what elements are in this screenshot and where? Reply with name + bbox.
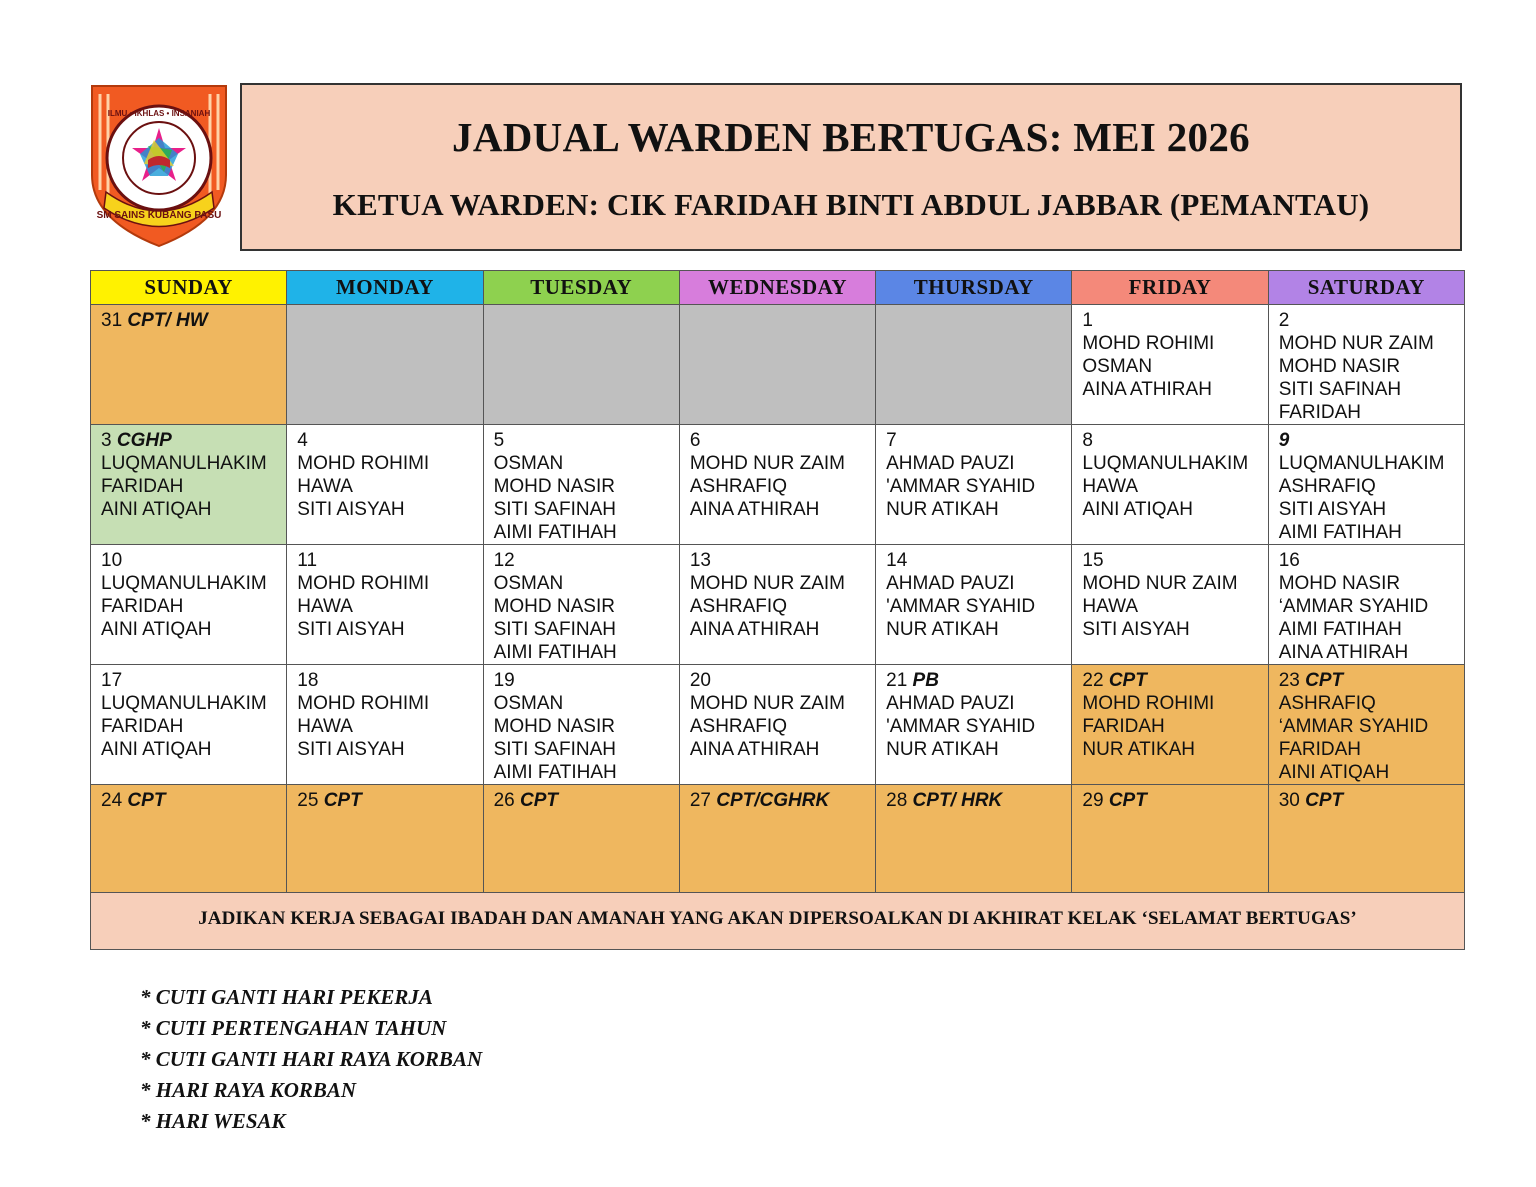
day-header bbox=[1279, 669, 1464, 692]
day-cell bbox=[1268, 305, 1464, 425]
crest-motto: ILMU • IKHLAS • INSANIAH bbox=[107, 109, 211, 118]
warden-name: LUQMANULHAKIM bbox=[1082, 453, 1249, 474]
day-header bbox=[1082, 789, 1267, 812]
warden-name: MOHD ROHIMI bbox=[297, 453, 430, 474]
day-header bbox=[886, 669, 1071, 692]
holiday-code: CPT/CGHRK bbox=[716, 790, 830, 811]
holiday-code: CPT bbox=[519, 790, 558, 811]
day-cell bbox=[287, 665, 483, 785]
crest-school-name: SM SAINS KUBANG PASU bbox=[96, 210, 222, 221]
day-cell bbox=[287, 785, 483, 895]
day-number: 12 bbox=[493, 550, 515, 571]
day-header bbox=[101, 549, 286, 572]
day-cell bbox=[483, 425, 679, 545]
warden-name: MOHD NASIR bbox=[1278, 573, 1401, 594]
day-number: 11 bbox=[297, 550, 318, 571]
day-header bbox=[101, 309, 286, 332]
note-item: * HARI RAYA KORBAN bbox=[140, 1078, 357, 1102]
day-cell bbox=[287, 425, 483, 545]
day-header bbox=[494, 429, 679, 452]
holiday-code: CPT bbox=[127, 790, 166, 811]
day-number: 30 bbox=[1278, 790, 1300, 811]
day-cell bbox=[679, 665, 875, 785]
warden-name: SITI AISYAH bbox=[1278, 499, 1387, 520]
day-header bbox=[886, 429, 1071, 452]
warden-name: 'AMMAR SYAHID bbox=[886, 476, 1036, 497]
warden-name: SITI SAFINAH bbox=[493, 499, 617, 520]
day-number: 3 bbox=[101, 430, 112, 451]
warden-name: AHMAD PAUZI bbox=[886, 573, 1015, 594]
day-header bbox=[297, 549, 482, 572]
warden-name: MOHD ROHIMI bbox=[297, 573, 430, 594]
warden-name: AINI ATIQAH bbox=[101, 739, 212, 760]
day-header bbox=[886, 789, 1071, 812]
duty-calendar bbox=[90, 270, 1465, 895]
week-row bbox=[91, 425, 1465, 545]
day-cell bbox=[91, 545, 287, 665]
warden-name: OSMAN bbox=[493, 693, 564, 714]
school-crest-logo bbox=[88, 80, 230, 250]
warden-name: MOHD NUR ZAIM bbox=[689, 453, 845, 474]
day-number: 24 bbox=[101, 790, 123, 811]
warden-name: AINA ATHIRAH bbox=[689, 499, 820, 520]
warden-name: OSMAN bbox=[493, 453, 564, 474]
warden-name: MOHD NUR ZAIM bbox=[1082, 573, 1238, 594]
warden-name: ASHRAFIQ bbox=[1278, 476, 1376, 497]
warden-name: FARIDAH bbox=[101, 596, 184, 617]
warden-name: AIMI FATIHAH bbox=[1278, 522, 1402, 543]
header-friday: FRIDAY bbox=[1072, 271, 1268, 305]
warden-name: AINI ATIQAH bbox=[101, 499, 212, 520]
header-monday: MONDAY bbox=[287, 271, 483, 305]
warden-name: ASHRAFIQ bbox=[689, 476, 787, 497]
warden-name: MOHD NASIR bbox=[493, 716, 615, 737]
day-cell bbox=[1072, 545, 1268, 665]
day-cell bbox=[91, 665, 287, 785]
day-number: 27 bbox=[689, 790, 711, 811]
warden-name: SITI AISYAH bbox=[297, 739, 405, 760]
day-number: 26 bbox=[493, 790, 515, 811]
warden-name: AHMAD PAUZI bbox=[886, 453, 1015, 474]
note-item: * CUTI PERTENGAHAN TAHUN bbox=[140, 1016, 447, 1040]
day-header bbox=[690, 549, 875, 572]
warden-name: AIMI FATIHAH bbox=[1278, 619, 1402, 640]
warden-name: SITI SAFINAH bbox=[1278, 379, 1402, 400]
day-number: 14 bbox=[886, 550, 908, 571]
note-item: * CUTI GANTI HARI PEKERJA bbox=[140, 985, 433, 1009]
warden-name: OSMAN bbox=[493, 573, 564, 594]
warden-name: SITI AISYAH bbox=[297, 499, 405, 520]
warden-name: 'AMMAR SYAHID bbox=[886, 596, 1036, 617]
day-cell bbox=[876, 785, 1072, 895]
week-row bbox=[91, 665, 1465, 785]
warden-name: AINI ATIQAH bbox=[101, 619, 212, 640]
warden-name: AINA ATHIRAH bbox=[689, 739, 820, 760]
day-header bbox=[297, 789, 482, 812]
day-cell bbox=[483, 785, 679, 895]
day-cell bbox=[876, 425, 1072, 545]
warden-name: LUQMANULHAKIM bbox=[101, 693, 267, 714]
warden-name: FARIDAH bbox=[1082, 716, 1165, 737]
day-cell bbox=[483, 305, 679, 425]
day-number: 29 bbox=[1082, 790, 1104, 811]
day-header bbox=[690, 669, 875, 692]
day-number: 20 bbox=[689, 670, 711, 691]
warden-name: MOHD NASIR bbox=[1278, 356, 1401, 377]
day-number: 8 bbox=[1082, 430, 1093, 451]
warden-name: MOHD NUR ZAIM bbox=[689, 693, 845, 714]
day-cell bbox=[1268, 665, 1464, 785]
day-header bbox=[1082, 309, 1267, 332]
day-cell bbox=[1072, 665, 1268, 785]
week-row bbox=[91, 545, 1465, 665]
header-wednesday: WEDNESDAY bbox=[679, 271, 875, 305]
warden-name: MOHD ROHIMI bbox=[1082, 333, 1215, 354]
warden-name: HAWA bbox=[297, 596, 353, 617]
warden-name: HAWA bbox=[1082, 476, 1138, 497]
day-cell bbox=[679, 545, 875, 665]
note-item: * HARI WESAK bbox=[140, 1109, 286, 1133]
warden-name: ‘AMMAR SYAHID bbox=[1278, 716, 1429, 737]
warden-name: MOHD NUR ZAIM bbox=[689, 573, 845, 594]
day-number: 2 bbox=[1278, 310, 1290, 331]
header-thursday: THURSDAY bbox=[876, 271, 1072, 305]
day-header bbox=[1279, 789, 1464, 812]
warden-name: HAWA bbox=[297, 476, 353, 497]
warden-name: ‘AMMAR SYAHID bbox=[1278, 596, 1429, 617]
warden-name: LUQMANULHAKIM bbox=[101, 453, 267, 474]
day-number: 6 bbox=[689, 430, 701, 451]
day-header bbox=[690, 429, 875, 452]
day-cell bbox=[679, 425, 875, 545]
day-cell bbox=[91, 785, 287, 895]
day-number: 18 bbox=[297, 670, 319, 691]
page-subtitle: KETUA WARDEN: CIK FARIDAH BINTI ABDUL JABBAR (PEMANTAU) bbox=[332, 187, 1370, 222]
note-item: * CUTI GANTI HARI RAYA KORBAN bbox=[140, 1047, 483, 1071]
day-header bbox=[690, 789, 875, 812]
footer-banner: JADIKAN KERJA SEBAGAI IBADAH DAN AMANAH YANG AKAN DIPERSOALKAN DI AKHIRAT KELAK ‘SELAMAT BERTUGAS’ bbox=[90, 892, 1465, 950]
warden-name: FARIDAH bbox=[101, 716, 184, 737]
warden-name: ASHRAFIQ bbox=[689, 716, 787, 737]
day-cell bbox=[287, 305, 483, 425]
day-header bbox=[1279, 309, 1464, 332]
holiday-code: CPT/ HW bbox=[127, 310, 208, 331]
warden-name: FARIDAH bbox=[1278, 402, 1362, 423]
day-cell bbox=[91, 305, 287, 425]
header-tuesday: TUESDAY bbox=[483, 271, 679, 305]
warden-name: AINA ATHIRAH bbox=[689, 619, 820, 640]
day-number: 13 bbox=[689, 550, 711, 571]
warden-name: FARIDAH bbox=[101, 476, 184, 497]
warden-name: SITI SAFINAH bbox=[493, 739, 617, 760]
warden-name: LUQMANULHAKIM bbox=[101, 573, 267, 594]
warden-name: LUQMANULHAKIM bbox=[1278, 453, 1445, 474]
day-cell bbox=[1072, 425, 1268, 545]
warden-name: NUR ATIKAH bbox=[886, 739, 999, 760]
day-cell bbox=[1072, 305, 1268, 425]
day-cell bbox=[1268, 425, 1464, 545]
weekday-header-row bbox=[91, 271, 1465, 305]
day-header bbox=[1082, 429, 1267, 452]
day-cell bbox=[876, 545, 1072, 665]
warden-name: HAWA bbox=[297, 716, 353, 737]
week-row bbox=[91, 785, 1465, 895]
warden-name: HAWA bbox=[1082, 596, 1138, 617]
warden-name: OSMAN bbox=[1082, 356, 1153, 377]
warden-name: NUR ATIKAH bbox=[886, 619, 999, 640]
warden-name: MOHD NUR ZAIM bbox=[1278, 333, 1434, 354]
warden-name: MOHD NASIR bbox=[493, 476, 615, 497]
day-header bbox=[101, 789, 286, 812]
day-header bbox=[1279, 429, 1464, 452]
day-number: 19 bbox=[493, 670, 515, 691]
warden-name: 'AMMAR SYAHID bbox=[886, 716, 1036, 737]
day-header bbox=[494, 669, 679, 692]
day-number: 17 bbox=[101, 670, 123, 691]
holiday-code: CPT bbox=[1108, 670, 1147, 691]
day-number: 28 bbox=[886, 790, 908, 811]
day-cell bbox=[91, 425, 287, 545]
warden-name: MOHD ROHIMI bbox=[297, 693, 430, 714]
day-header bbox=[101, 429, 286, 452]
day-cell bbox=[876, 665, 1072, 785]
day-number: 31 bbox=[101, 310, 123, 331]
holiday-code: CPT/ HRK bbox=[912, 790, 1003, 811]
holiday-code: CPT bbox=[1305, 790, 1344, 811]
warden-name: MOHD ROHIMI bbox=[1082, 693, 1215, 714]
warden-name: ASHRAFIQ bbox=[1278, 693, 1376, 714]
day-number: 7 bbox=[886, 430, 897, 451]
day-header bbox=[1279, 549, 1464, 572]
header-sunday: SUNDAY bbox=[91, 271, 287, 305]
holiday-code: CPT bbox=[323, 790, 362, 811]
day-cell bbox=[876, 305, 1072, 425]
warden-name: AIMI FATIHAH bbox=[493, 642, 617, 663]
day-header bbox=[886, 549, 1071, 572]
day-header bbox=[494, 789, 679, 812]
day-number: 1 bbox=[1082, 310, 1093, 331]
warden-name: AIMI FATIHAH bbox=[493, 762, 617, 783]
warden-name: AHMAD PAUZI bbox=[886, 693, 1015, 714]
warden-name: AIMI FATIHAH bbox=[493, 522, 617, 543]
day-header bbox=[1082, 669, 1267, 692]
day-cell bbox=[1072, 785, 1268, 895]
day-cell bbox=[679, 785, 875, 895]
header-saturday: SATURDAY bbox=[1268, 271, 1464, 305]
day-number: 9 bbox=[1278, 430, 1290, 451]
title-banner bbox=[240, 83, 1462, 251]
holiday-code: CGHP bbox=[116, 430, 172, 451]
day-header bbox=[494, 549, 679, 572]
page-title: JADUAL WARDEN BERTUGAS: MEI 2026 bbox=[452, 114, 1250, 160]
day-number: 21 bbox=[886, 670, 908, 691]
day-header bbox=[1082, 549, 1267, 572]
day-cell bbox=[679, 305, 875, 425]
week-row bbox=[91, 305, 1465, 425]
warden-name: SITI AISYAH bbox=[1082, 619, 1190, 640]
day-number: 15 bbox=[1082, 550, 1104, 571]
legend-notes bbox=[140, 982, 482, 1137]
holiday-code: CPT bbox=[1108, 790, 1147, 811]
warden-name: NUR ATIKAH bbox=[886, 499, 999, 520]
day-cell bbox=[1268, 545, 1464, 665]
day-number: 5 bbox=[493, 430, 505, 451]
holiday-code: CPT bbox=[1305, 670, 1344, 691]
warden-name: AINI ATIQAH bbox=[1278, 762, 1390, 783]
warden-name: SITI AISYAH bbox=[297, 619, 405, 640]
warden-name: AINA ATHIRAH bbox=[1278, 642, 1409, 663]
warden-name: FARIDAH bbox=[1278, 739, 1362, 760]
day-header bbox=[297, 669, 482, 692]
warden-name: NUR ATIKAH bbox=[1082, 739, 1196, 760]
day-number: 22 bbox=[1082, 670, 1104, 691]
day-header bbox=[297, 429, 482, 452]
warden-name: AINI ATIQAH bbox=[1082, 499, 1193, 520]
day-number: 4 bbox=[297, 430, 308, 451]
holiday-code: PB bbox=[912, 670, 939, 691]
day-header bbox=[101, 669, 286, 692]
day-cell bbox=[483, 545, 679, 665]
day-number: 25 bbox=[297, 790, 319, 811]
warden-name: SITI SAFINAH bbox=[493, 619, 617, 640]
day-number: 16 bbox=[1278, 550, 1300, 571]
day-cell bbox=[483, 665, 679, 785]
warden-name: AINA ATHIRAH bbox=[1082, 379, 1212, 400]
day-cell bbox=[1268, 785, 1464, 895]
day-number: 10 bbox=[101, 550, 123, 571]
day-number: 23 bbox=[1278, 670, 1300, 691]
day-cell bbox=[287, 545, 483, 665]
warden-name: MOHD NASIR bbox=[493, 596, 615, 617]
warden-name: ASHRAFIQ bbox=[689, 596, 787, 617]
